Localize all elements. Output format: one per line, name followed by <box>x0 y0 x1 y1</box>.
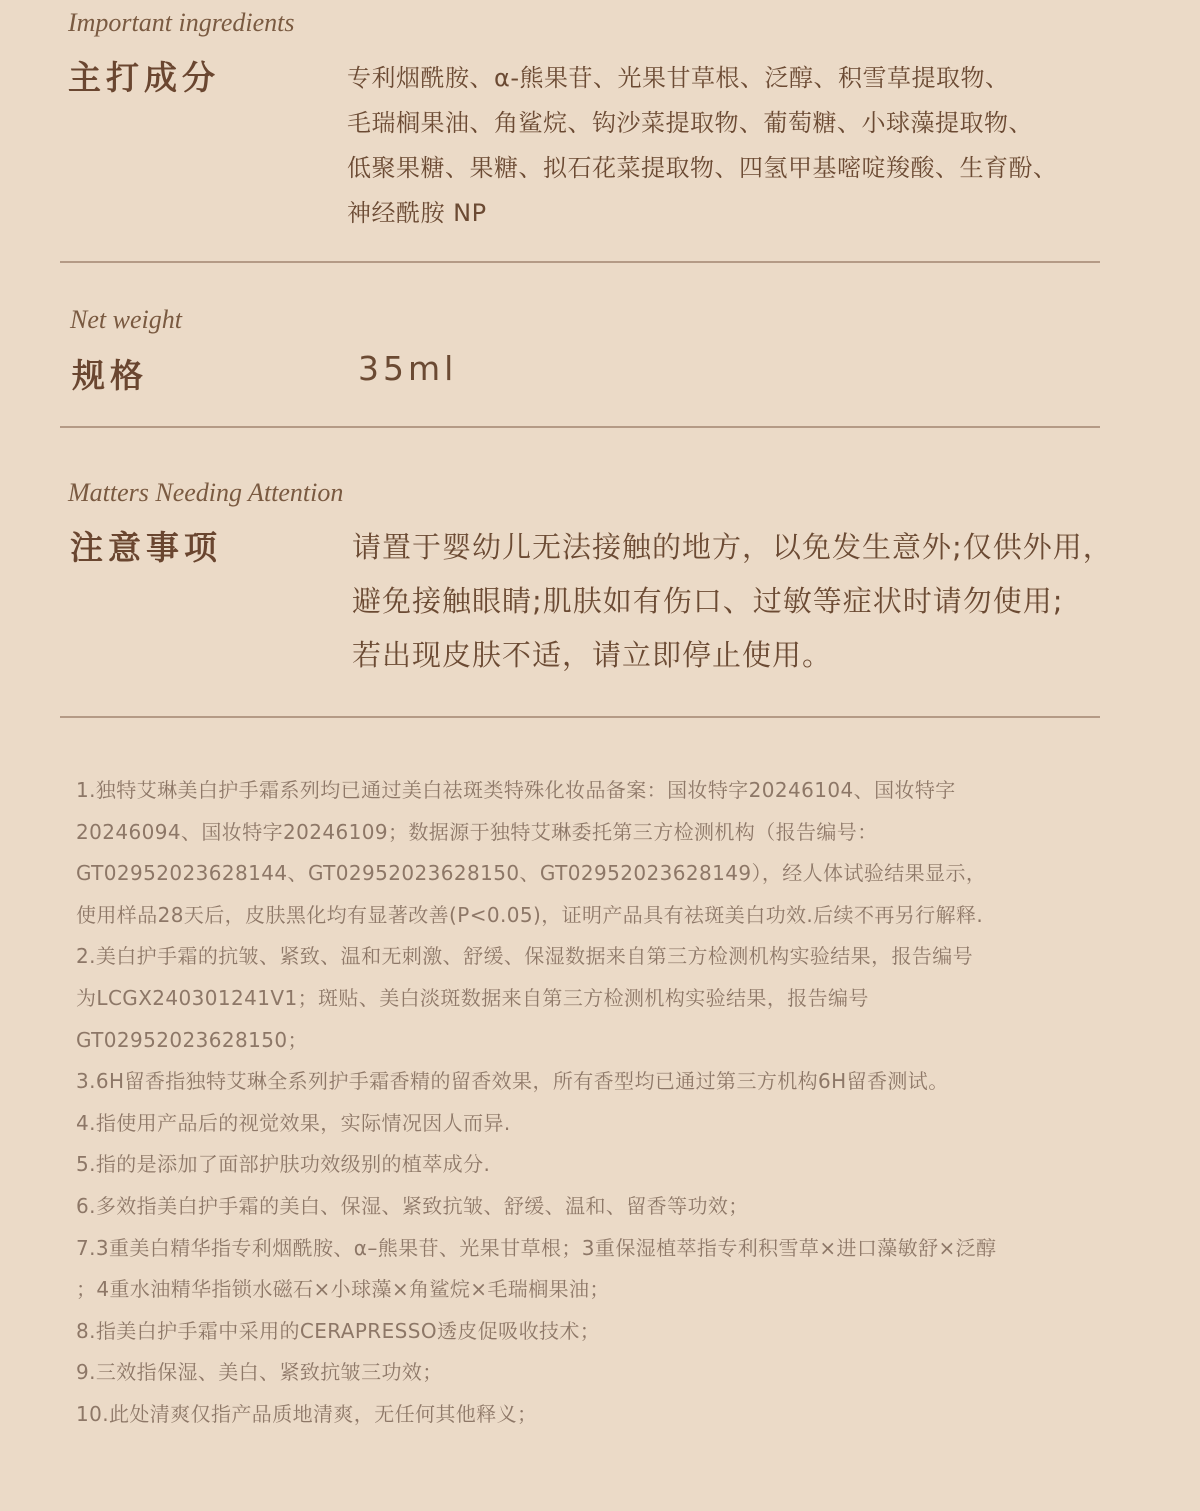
footnote-line: 为LCGX240301241V1；斑贴、美白淡斑数据来自第三方检测机构实验结果，报告编号 <box>76 985 869 1010</box>
footnote-line: 2.美白护手霜的抗皱、紧致、温和无刺激、舒缓、保湿数据来自第三方检测机构实验结果，报告编号 <box>76 944 974 969</box>
ingredients-line: 神经酰胺 NP <box>347 199 487 227</box>
footnote-line: 5.指的是添加了面部护肤功效级别的植萃成分. <box>76 1152 491 1177</box>
footnote-line: 9.三效指保湿、美白、紧致抗皱三功效； <box>76 1360 443 1385</box>
footnote-line: 4.指使用产品后的视觉效果，实际情况因人而异. <box>76 1110 511 1135</box>
ingredients-list <box>347 56 1177 236</box>
footnote-line: 6.多效指美白护手霜的美白、保湿、紧致抗皱、舒缓、温和、留香等功效； <box>76 1193 749 1218</box>
weight-title-zh: 规格 <box>72 356 148 395</box>
footnote-line: 1.独特艾琳美白护手霜系列均已通过美白祛斑类特殊化妆品备案：国妆特字20246104、国妆特字 <box>76 778 956 802</box>
weight-title-en: Net weight <box>70 305 182 334</box>
attention-line: 若出现皮肤不适，请立即停止使用。 <box>352 638 833 672</box>
ingredients-line: 专利烟酰胺、α-熊果苷、光果甘草根、泛醇、积雪草提取物、 <box>347 64 1010 92</box>
footnote-line: ；4重水油精华指锁水磁石×小球藻×角鲨烷×毛瑞榈果油； <box>76 1277 610 1302</box>
weight-value: 35ml <box>358 349 458 388</box>
divider <box>60 716 1100 718</box>
footnote-line: 20246094、国妆特字20246109；数据源于独特艾琳委托第三方检测机构（报告编号： <box>76 819 878 844</box>
footnote-line: 3.6H留香指独特艾琳全系列护手霜香精的留香效果，所有香型均已通过第三方机构6H留香测试。 <box>76 1069 949 1094</box>
divider <box>60 426 1100 428</box>
ingredients-title-en: Important ingredients <box>68 8 295 37</box>
footnote-line: GT02952023628144、GT02952023628150、GT02952023628149），经人体试验结果显示， <box>76 861 987 886</box>
ingredients-line: 毛瑞榈果油、角鲨烷、钩沙菜提取物、葡萄糖、小球藻提取物、 <box>347 109 1033 137</box>
footnotes <box>76 770 1156 1436</box>
attention-line: 请置于婴幼儿无法接触的地方，以免发生意外;仅供外用， <box>352 530 1113 564</box>
footnote-line: 使用样品28天后，皮肤黑化均有显著改善(P<0.05)，证明产品具有祛斑美白功效.后续不再另行解释. <box>76 902 984 927</box>
footnote-line: GT02952023628150； <box>76 1027 308 1052</box>
attention-text <box>352 520 1172 682</box>
footnote-line: 8.指美白护手霜中采用的CERAPRESSO透皮促吸收技术； <box>76 1318 601 1343</box>
attention-title-en: Matters Needing Attention <box>68 478 344 507</box>
ingredients-line: 低聚果糖、果糖、拟石花菜提取物、四氢甲基嘧啶羧酸、生育酚、 <box>347 154 1058 182</box>
divider <box>60 261 1100 263</box>
ingredients-title-zh: 主打成分 <box>68 58 220 97</box>
attention-line: 避免接触眼睛;肌肤如有伤口、过敏等症状时请勿使用; <box>352 584 1064 618</box>
footnote-line: 10.此处清爽仅指产品质地清爽，无任何其他释义； <box>76 1401 538 1426</box>
footnote-line: 7.3重美白精华指专利烟酰胺、α–熊果苷、光果甘草根；3重保湿植萃指专利积雪草×进口藻敏舒×泛醇 <box>76 1235 997 1260</box>
attention-title-zh: 注意事项 <box>70 528 222 567</box>
